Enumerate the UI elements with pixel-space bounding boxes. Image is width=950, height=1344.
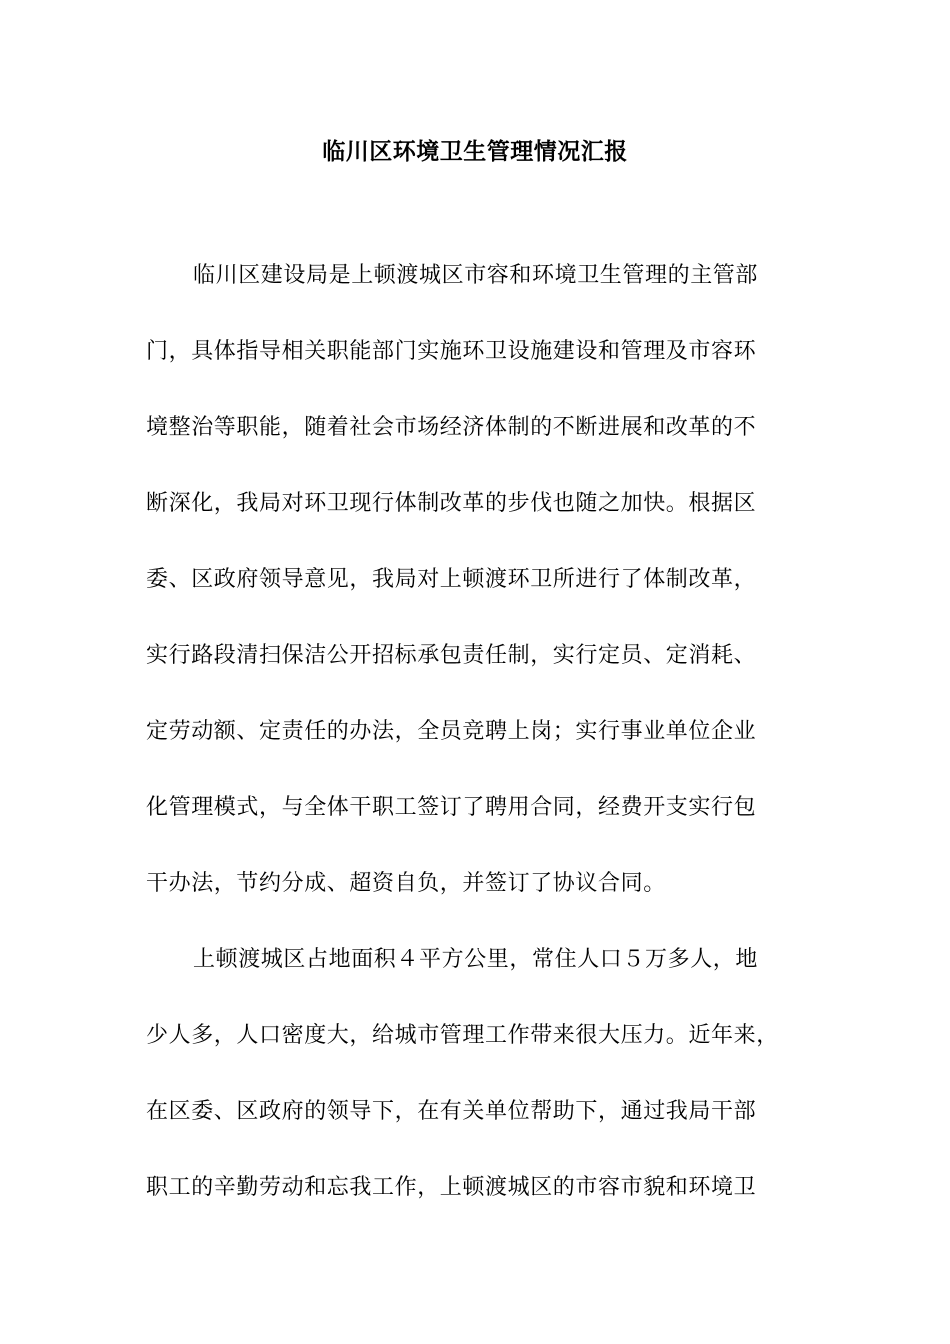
paragraph-1-line-5: 委、区政府领导意见，我局对上顿渡环卫所进行了体制改革， — [146, 567, 757, 592]
paragraph-2-line-2: 少人多，人口密度大，给城市管理工作带来很大压力。近年来， — [146, 1023, 779, 1048]
paragraph-1-line-7: 定劳动额、定责任的办法，全员竞聘上岗；实行事业单位企业 — [146, 719, 757, 744]
paragraph-1-line-9: 干办法，节约分成、超资自负，并签订了协议合同。 — [146, 871, 666, 896]
paragraph-1-line-2: 门，具体指导相关职能部门实施环卫设施建设和管理及市容环 — [146, 339, 757, 364]
paragraph-1-line-8: 化管理模式，与全体干职工签订了聘用合同，经费开支实行包 — [146, 795, 757, 820]
paragraph-1-line-6: 实行路段清扫保洁公开招标承包责任制，实行定员、定消耗、 — [146, 643, 757, 668]
document-title: 临川区环境卫生管理情况汇报 — [322, 139, 628, 165]
paragraph-1-line-4: 断深化，我局对环卫现行体制改革的步伐也随之加快。根据区 — [146, 491, 757, 516]
paragraph-2-line-4: 职工的辛勤劳动和忘我工作，上顿渡城区的市容市貌和环境卫 — [146, 1175, 757, 1200]
paragraph-2-line-1: 上顿渡城区占地面积４平方公里，常住人口５万多人，地 — [193, 947, 759, 972]
paragraph-2-line-3: 在区委、区政府的领导下，在有关单位帮助下，通过我局干部 — [146, 1099, 757, 1124]
paragraph-1-line-3: 境整治等职能，随着社会市场经济体制的不断进展和改革的不 — [146, 415, 757, 440]
paragraph-1-line-1: 临川区建设局是上顿渡城区市容和环境卫生管理的主管部 — [193, 263, 759, 288]
document-body — [146, 258, 826, 1246]
